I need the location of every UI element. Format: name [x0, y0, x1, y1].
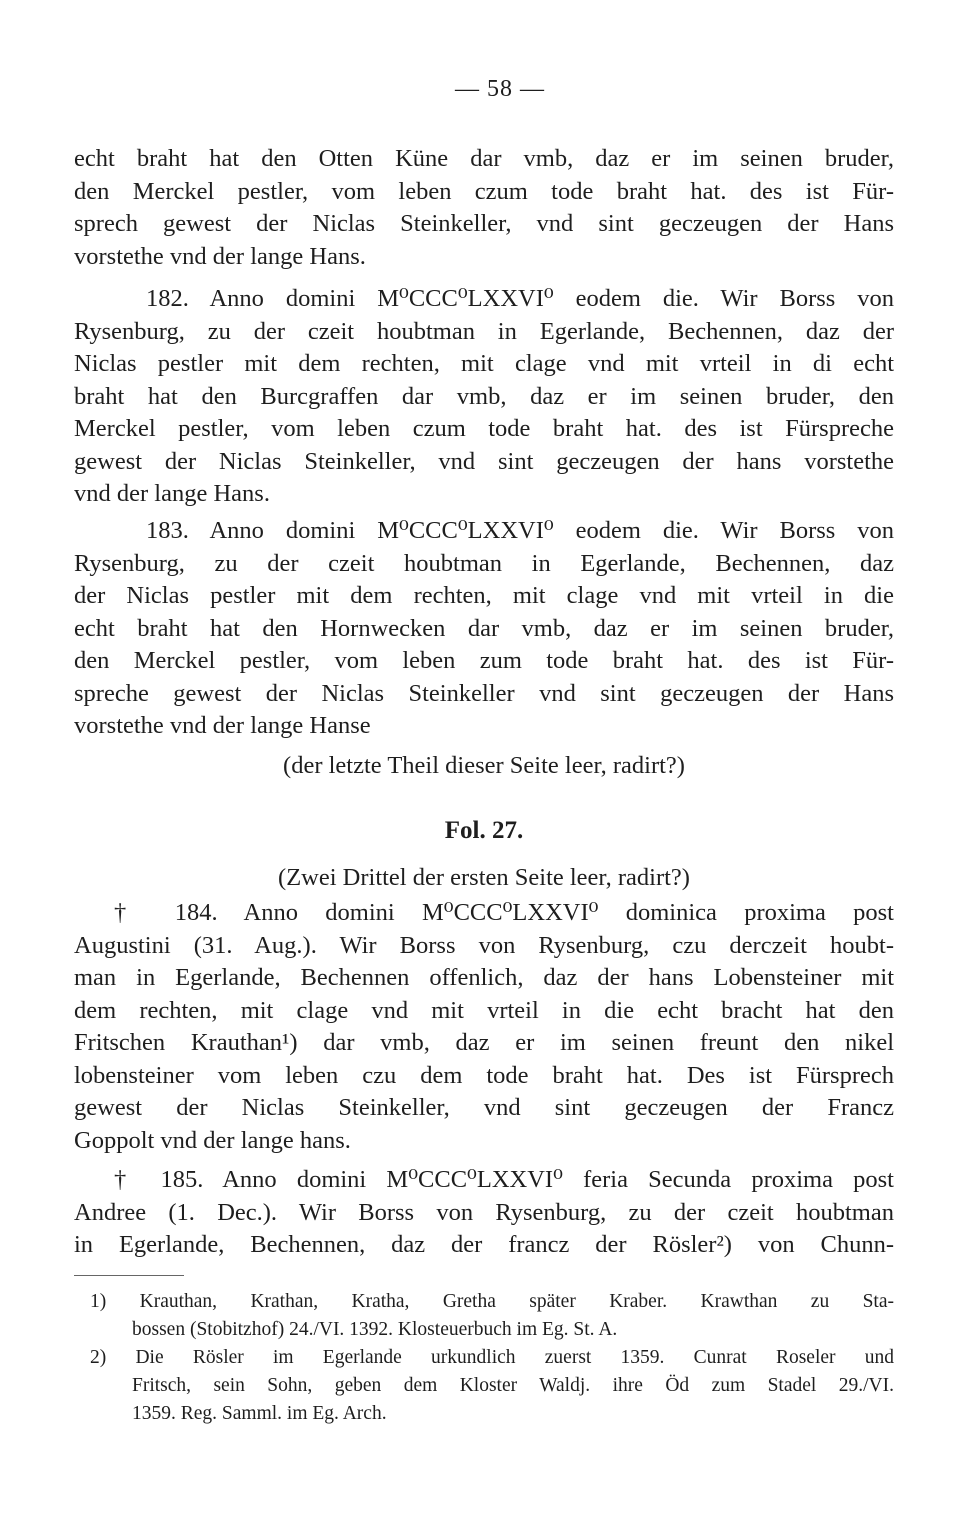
text-line: † 185. Anno domini M⁰CCC⁰LXXVI⁰ feria Secunda proxima post [114, 1166, 894, 1193]
text-line: 183. Anno domini M⁰CCC⁰LXXVI⁰ eodem die. Wir Borss von [146, 517, 894, 544]
page-number: — 58 — [455, 76, 545, 102]
text-line: echt braht hat den Otten Küne dar vmb, daz er im seinen bruder, [74, 145, 894, 172]
text-line: dem rechten, mit clage vnd mit vrteil in die echt bracht hat den [74, 996, 894, 1024]
text-line: Augustini (31. Aug.). Wir Borss von Rysenburg, czu derczeit houbt- [74, 931, 894, 959]
text-line: Rysenburg, zu der czeit houbtman in Egerlande, Bechennen, daz der [74, 317, 894, 345]
folio-label: Fol. 27. [444, 817, 524, 844]
text-line: vorstethe vnd der lange Hanse [74, 712, 371, 739]
text-line: den Merckel pestler, vom leben zum tode braht hat. des ist Für- [74, 647, 894, 674]
text-line: der Niclas pestler mit dem rechten, mit clage vnd mit vrteil in die [74, 582, 894, 609]
text-line: Rysenburg, zu der czeit houbtman in Egerlande, Bechennen, daz [74, 549, 894, 577]
entry-182 [74, 283, 894, 511]
footnotes [74, 1288, 894, 1428]
text-line: vorstethe vnd der lange Hans. [74, 242, 366, 270]
footnote-1-line: 1) Krauthan, Krathan, Kratha, Gretha später Kraber. Krawthan zu Sta- [90, 1291, 894, 1312]
editorial-note [74, 862, 894, 895]
footnote-2-line: 1359. Reg. Samml. im Eg. Arch. [132, 1403, 387, 1424]
text-line: (der letzte Theil dieser Seite leer, radirt?) [283, 752, 685, 779]
text-line: spreche gewest der Niclas Steinkeller vnd sint geczeugen der Hans [74, 679, 894, 707]
text-line: braht hat den Burcgraffen dar vmb, daz er im seinen bruder, den [74, 382, 894, 410]
text-line: gewest der Niclas Steinkeller, vnd sint geczeugen der Francz [74, 1094, 894, 1121]
editorial-note [74, 750, 894, 783]
text-line: man in Egerlande, Bechennen offenlich, daz der hans Lobensteiner mit [74, 964, 894, 991]
entry-184 [74, 897, 894, 1157]
text-line: Goppolt vnd der lange hans. [74, 1126, 351, 1154]
footnote-2-line: 2) Die Rösler im Egerlande urkundlich zuerst 1359. Cunrat Roseler und [90, 1347, 894, 1368]
text-line: echt braht hat den Hornwecken dar vmb, daz er im seinen bruder, [74, 614, 894, 642]
footnote-divider [74, 1275, 184, 1276]
text-line: sprech gewest der Niclas Steinkeller, vnd sint geczeugen der Hans [74, 210, 894, 237]
paragraph-continuation [74, 143, 894, 273]
text-line: (Zwei Drittel der ersten Seite leer, radirt?) [278, 864, 690, 891]
text-line: Niclas pestler mit dem rechten, mit clage vnd mit vrteil in di echt [74, 350, 894, 377]
text-line: Fritschen Krauthan¹) dar vmb, daz er im seinen freunt den nikel [74, 1029, 894, 1056]
folio-heading [74, 815, 894, 848]
text-line: Merckel pestler, vom leben czum tode braht hat. des ist Fürspreche [74, 415, 894, 442]
text-line: gewest der Niclas Steinkeller, vnd sint geczeugen der hans vorstethe [74, 447, 894, 475]
text-line: in Egerlande, Bechennen, daz der francz der Rösler²) von Chunn- [74, 1231, 894, 1258]
text-line: Andree (1. Dec.). Wir Borss von Rysenburg, zu der czeit houbtman [74, 1198, 894, 1226]
footnote-2-line: Fritsch, sein Sohn, geben dem Kloster Waldj. ihre Öd zum Stadel 29./VI. [132, 1375, 894, 1396]
text-line: den Merckel pestler, vom leben czum tode braht hat. des ist Für- [74, 177, 894, 205]
text-line: † 184. Anno domini M⁰CCC⁰LXXVI⁰ dominica proxima post [114, 899, 894, 926]
entry-185 [74, 1164, 894, 1262]
footnote-1-line: bossen (Stobitzhof) 24./VI. 1392. Klosteuerbuch im Eg. St. A. [132, 1319, 618, 1340]
entry-183 [74, 515, 894, 743]
text-line: lobensteiner vom leben czu dem tode braht hat. Des ist Fürsprech [74, 1061, 894, 1089]
text-line: vnd der lange Hans. [74, 480, 270, 507]
text-line: 182. Anno domini M⁰CCC⁰LXXVI⁰ eodem die. Wir Borss von [146, 285, 894, 312]
